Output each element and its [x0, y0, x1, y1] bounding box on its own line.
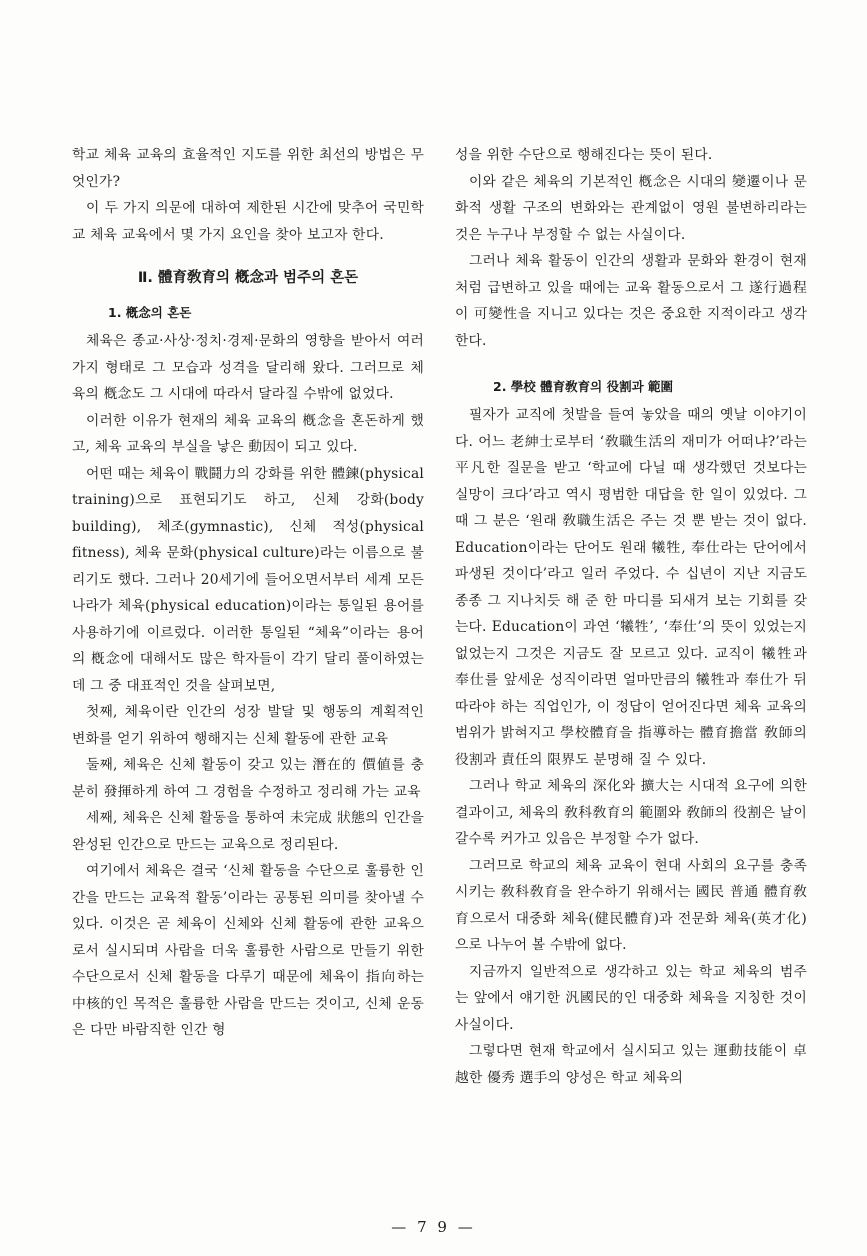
paragraph: 어떤 때는 체육이 戰鬪力의 강화를 위한 體鍊(physical training)으로 표현되기도 하고, 신체 강화(body building), 체조(gymnastic), 신체 적성(physical fitness), 체육 문화(physical culture)라는 이름으로 불리기도 했다. 그러나 20세기에 들어오면서부터 세계 모든 나라가 체육(physical education)이라는 통일된 용어를 사용하기에 이르렀다. 이러한 통일된 “체육”이라는 용어의 槪念에 대해서도 많은 학자들이 각기 달리 풀이하였는데 그 중 대표적인 것을 살펴보면,	[72, 465, 424, 694]
paragraph: 그러나 체육 활동이 인간의 생활과 문화와 환경이 현재처럼 급변하고 있을 때에는 교육 활동으로서 그 遂行過程이 可變性을 지니고 있다는 것은 중요한 지적이라고 생각한다.	[455, 253, 807, 349]
paragraph: 지금까지 일반적으로 생각하고 있는 학교 체육의 범주는 앞에서 얘기한 汎國民的인 대중화 체육을 지칭한 것이 사실이다.	[455, 963, 807, 1033]
paragraph: 성을 위한 수단으로 행해진다는 뜻이 된다.	[455, 147, 713, 163]
paragraph: 필자가 교직에 첫발을 들여 놓았을 때의 옛날 이야기이다. 어느 老紳士로부터 ‘敎職生活의 재미가 어떠냐?’라는 平凡한 질문을 받고 ‘학교에 다닐 때 생각했던 것보다는 실망이 크다’라고 역시 평범한 대답을 한 일이 있었다. 그 때 그 분은 ‘원래 敎職生活은 주는 것 뿐 받는 것이 없다. Education이라는 단어도 원래 犧牲, 奉仕라는 단어에서 파생된 것이다’라고 일러 주었다. 수 십년이 지난 지금도 종종 그 지나치듯 해 준 한 마디를 되새겨 보는 기회를 갖는다. Education이 과연 ‘犧牲’, ‘奉仕’의 뜻이 있었는지 없었는지 그것은 지금도 잘 모르고 있다. 교직이 犧牲과 奉仕를 앞세운 성직이라면 얼마만큼의 犧牲과 奉仕가 뒤따라야 하는 직업인가, 이 정답이 얻어진다면 체육 교육의 범위가 밝혀지고 學校體育을 指導하는 體育擔當 敎師의 役割과 責任의 限界도 분명해 질 수 있다.	[455, 407, 807, 768]
subsection-title: 2. 學校 體育敎育의 役割과 範圍	[493, 379, 674, 394]
paragraph: 그러나 학교 체육의 深化와 擴大는 시대적 요구에 의한 결과이고, 체육의 敎科敎育의 範圍와 敎師의 役割은 날이 갈수록 커가고 있음은 부정할 수가 없다.	[455, 778, 807, 847]
paragraph: 이 두 가지 의문에 대하여 제한된 시간에 맞추어 국민학교 체육 교육에서 몇 가지 요인을 찾아 보고자 한다.	[72, 200, 424, 243]
paragraph: 둘째, 체육은 신체 활동이 갖고 있는 潛在的 價値를 충분히 發揮하게 하여 그 경험을 수정하고 정리해 가는 교육	[72, 757, 424, 800]
right-column	[455, 142, 807, 1091]
paragraph: 세째, 체육은 신체 활동을 통하여 未完成 狀態의 인간을 완성된 인간으로 만드는 교육으로 정리된다.	[72, 810, 424, 853]
subsection-title: 1. 槪念의 혼돈	[108, 305, 192, 320]
paragraph: 첫째, 체육이란 인간의 성장 발달 및 행동의 계획적인 변화를 얻기 위하여 행해지는 신체 활동에 관한 교육	[72, 704, 424, 747]
section-title: Ⅱ. 體育敎育의 槪念과 범주의 혼돈	[137, 270, 359, 286]
paragraph: 그렇다면 현재 학교에서 실시되고 있는 運動技能이 卓越한 優秀 選手의 양성은 학교 체육의	[455, 1043, 807, 1086]
paragraph: 학교 체육 교육의 효율적인 지도를 위한 최선의 방법은 무엇인가?	[72, 147, 424, 190]
paragraph: 여기에서 체육은 결국 ‘신체 활동을 수단으로 훌륭한 인간을 만드는 교육적 활동’이라는 공통된 의미를 찾아낼 수 있다. 이것은 곧 체육이 신체와 신체 활동에 관한 교육으로서 실시되며 사람을 더욱 훌륭한 사람으로 만들기 위한 수단으로서 신체 활동을 다루기 때문에 체육이 指向하는 中核的인 목적은 훌륭한 사람을 만드는 것이고, 신체 운동은 다만 바람직한 인간 형	[72, 863, 424, 1038]
paragraph: 이와 같은 체육의 기본적인 槪念은 시대의 變遷이나 문화적 생활 구조의 변화와는 관계없이 영원 불변하리라는 것은 누구나 부정할 수 없는 사실이다.	[455, 173, 807, 243]
paragraph: 이러한 이유가 현재의 체육 교육의 槪念을 혼돈하게 했고, 체육 교육의 부실을 낳은 動因이 되고 있다.	[72, 412, 424, 455]
left-column	[72, 142, 424, 1044]
paragraph: 체육은 종교·사상·정치·경제·문화의 영향을 받아서 여러 가지 형태로 그 모습과 성격을 달리해 왔다. 그러므로 체육의 槪念도 그 시대에 따라서 달라질 수밖에 없었다.	[72, 333, 424, 402]
page-number: — 7 9 —	[391, 1218, 476, 1236]
paragraph: 그러므로 학교의 체육 교육이 현대 사회의 요구를 충족시키는 敎科敎育을 완수하기 위해서는 國民 普通 體育敎育으로서 대중화 체육(健民體育)과 전문화 체육(英才化)으로 나누어 볼 수밖에 없다.	[455, 857, 807, 953]
